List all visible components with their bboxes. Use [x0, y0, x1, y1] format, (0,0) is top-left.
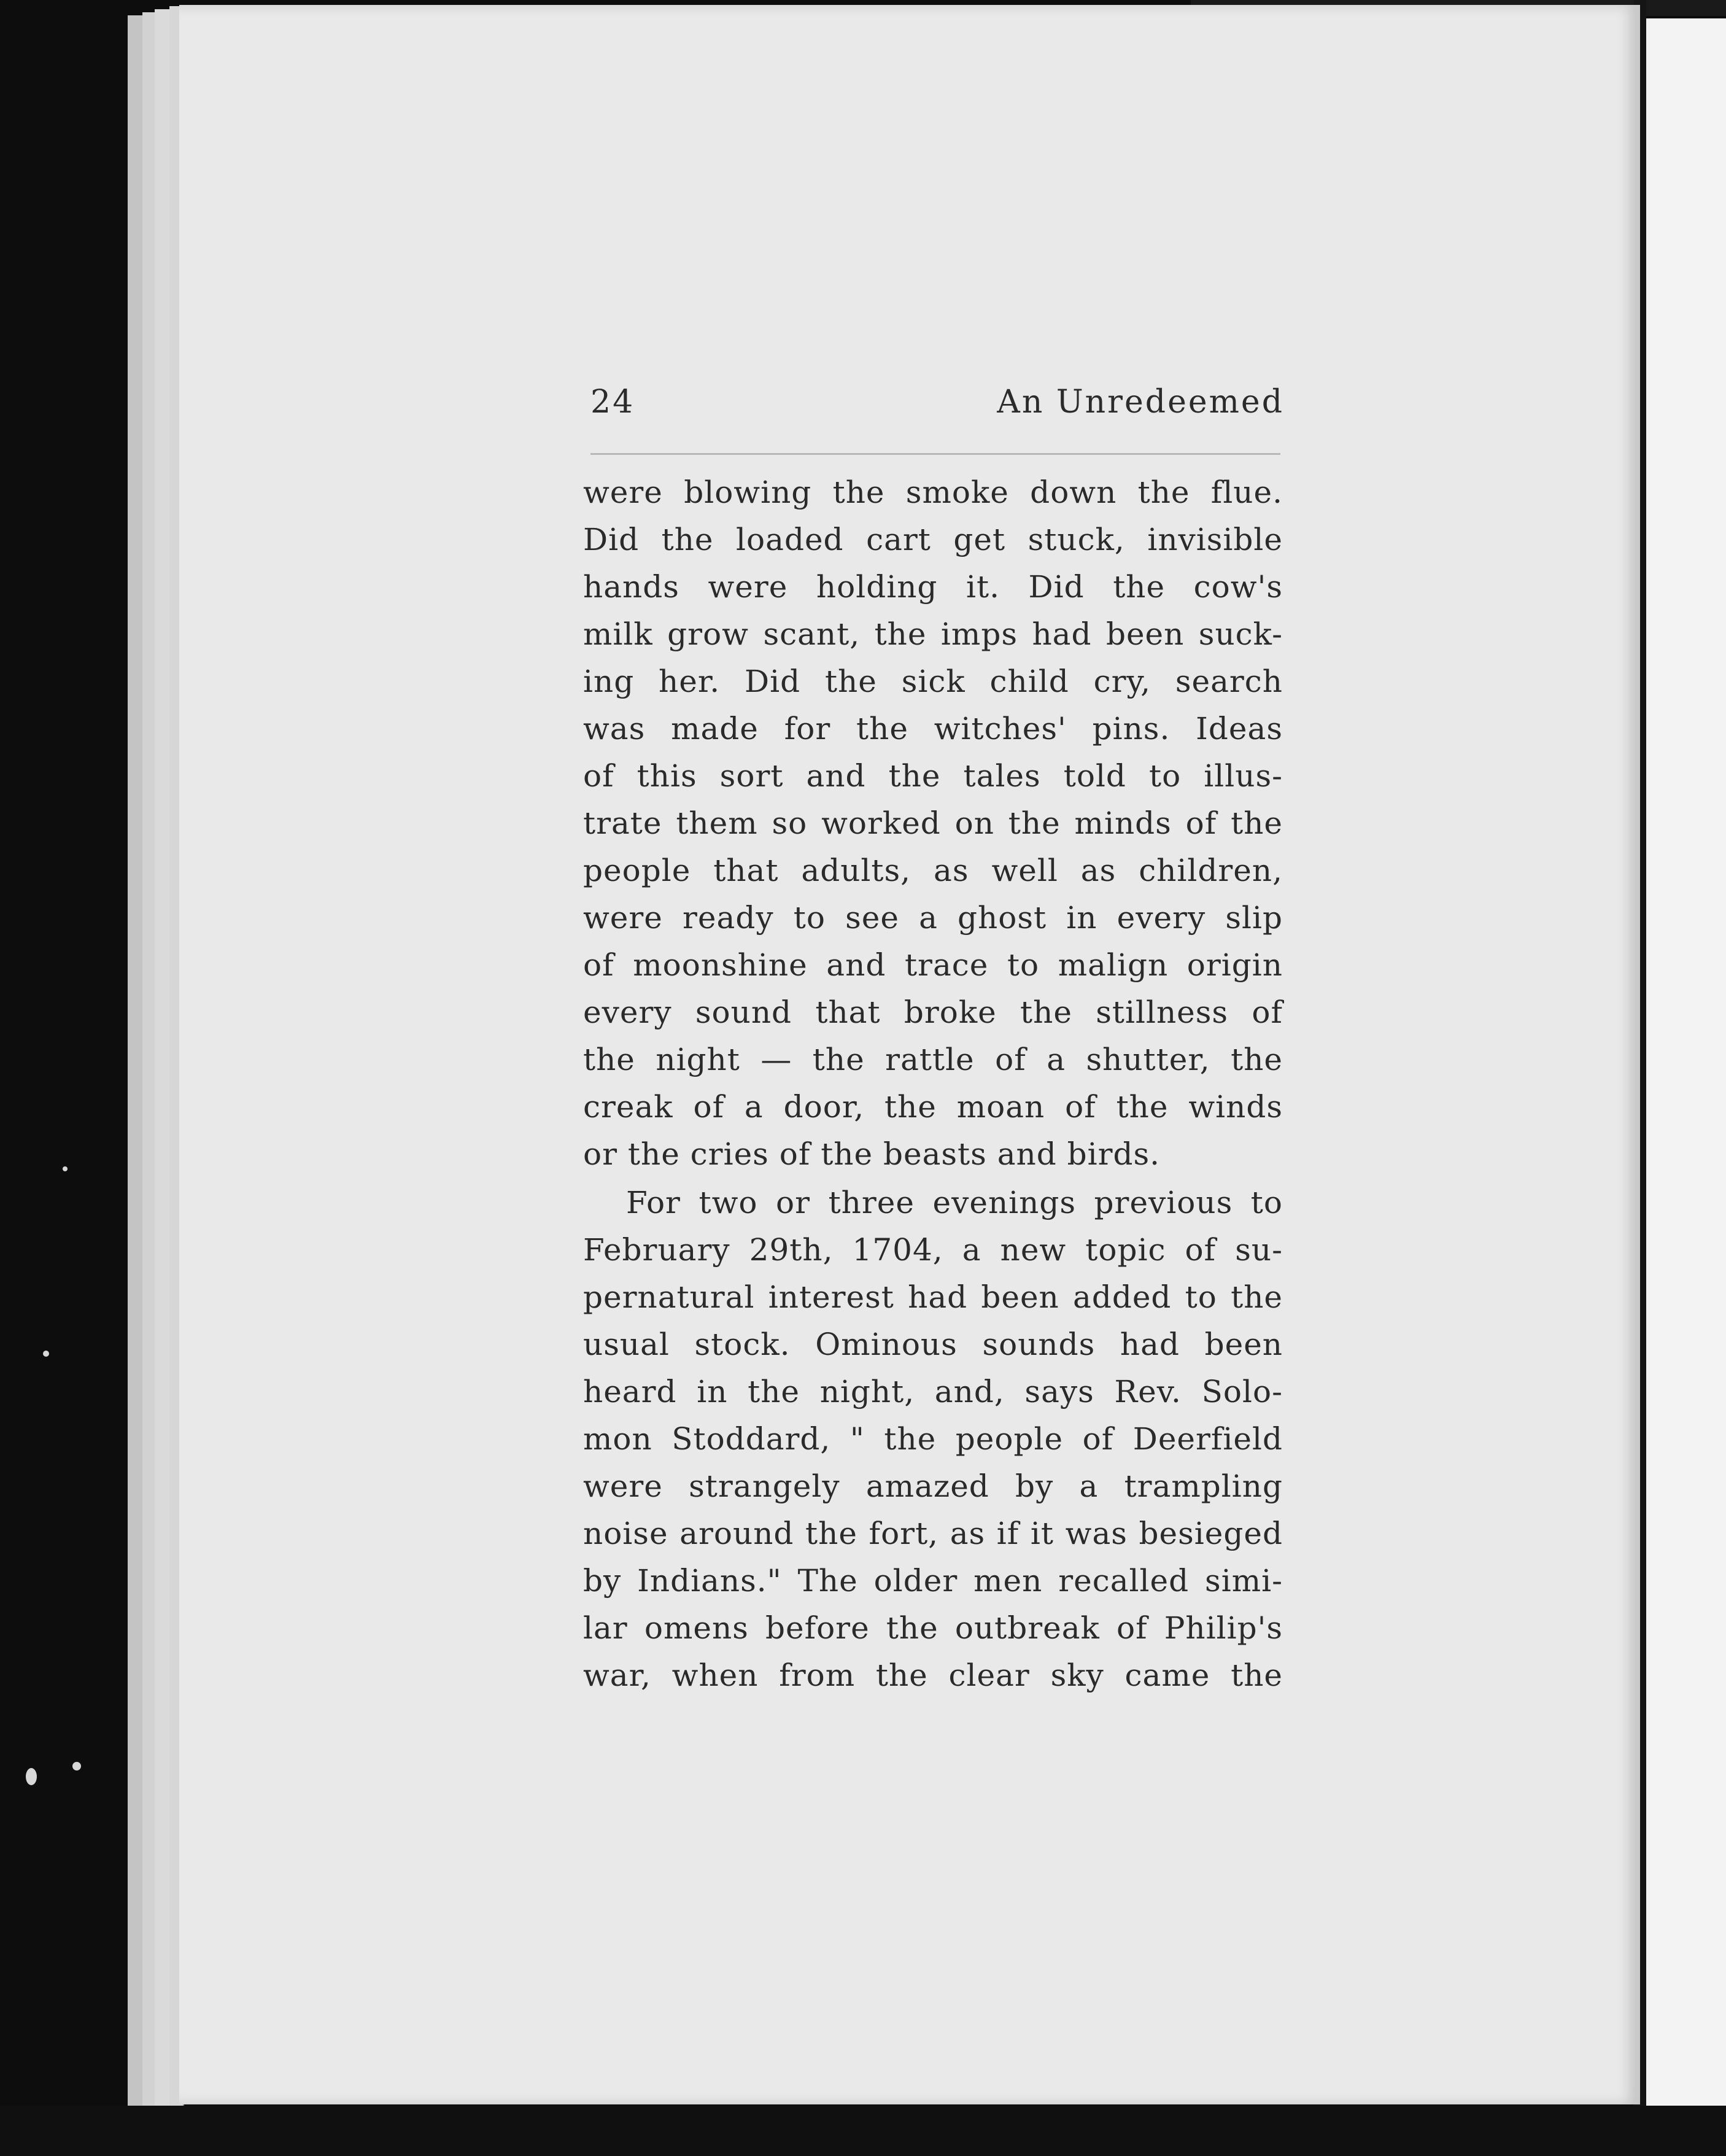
dust-speck [26, 1768, 37, 1785]
running-head [590, 384, 1284, 439]
text-line: usual stock. Ominous sounds had been [583, 1327, 1283, 1362]
header-rule [590, 453, 1280, 455]
text-line: the night — the rattle of a shutter, the [583, 1042, 1283, 1077]
dust-speck [63, 1166, 68, 1171]
text-line: milk grow scant, the imps had been suck- [583, 616, 1283, 652]
text-line: war, when from the clear sky came the [583, 1658, 1283, 1693]
text-line: ing her. Did the sick child cry, search [583, 664, 1283, 699]
text-line: or the cries of the beasts and birds. [583, 1136, 1161, 1172]
dust-speck [72, 1762, 81, 1770]
text-line: February 29th, 1704, a new topic of su- [583, 1232, 1283, 1268]
text-line: of this sort and the tales told to illus- [583, 758, 1283, 794]
text-line: mon Stoddard, " the people of Deerfield [583, 1421, 1283, 1457]
text-line: every sound that broke the stillness of [583, 995, 1283, 1030]
text-line: were blowing the smoke down the flue. [583, 475, 1283, 510]
text-line: creak of a door, the moan of the winds [583, 1089, 1283, 1125]
running-title: An Unredeemed [997, 384, 1284, 421]
text-line: noise around the fort, as if it was besieged [583, 1516, 1283, 1551]
text-line: hands were holding it. Did the cow's [583, 569, 1283, 605]
text-line: by Indians." The older men recalled simi- [583, 1563, 1283, 1599]
scan-border-bottom [0, 2106, 1726, 2156]
text-line: were ready to see a ghost in every slip [583, 900, 1283, 936]
facing-page [1640, 18, 1726, 2142]
text-line: lar omens before the outbreak of Philip's [583, 1610, 1283, 1646]
text-line: heard in the night, and, says Rev. Solo- [583, 1374, 1283, 1410]
text-line: was made for the witches' pins. Ideas [583, 711, 1283, 746]
text-line: people that adults, as well as children, [583, 853, 1283, 888]
text-line: pernatural interest had been added to the [583, 1279, 1283, 1315]
dust-speck [43, 1351, 49, 1357]
text-line: were strangely amazed by a trampling [583, 1468, 1283, 1504]
text-line: For two or three evenings previous to [626, 1185, 1283, 1220]
text-line: Did the loaded cart get stuck, invisible [583, 522, 1283, 557]
text-line: of moonshine and trace to malign origin [583, 947, 1283, 983]
page-number: 24 [590, 384, 635, 421]
text-line: trate them so worked on the minds of the [583, 805, 1283, 841]
